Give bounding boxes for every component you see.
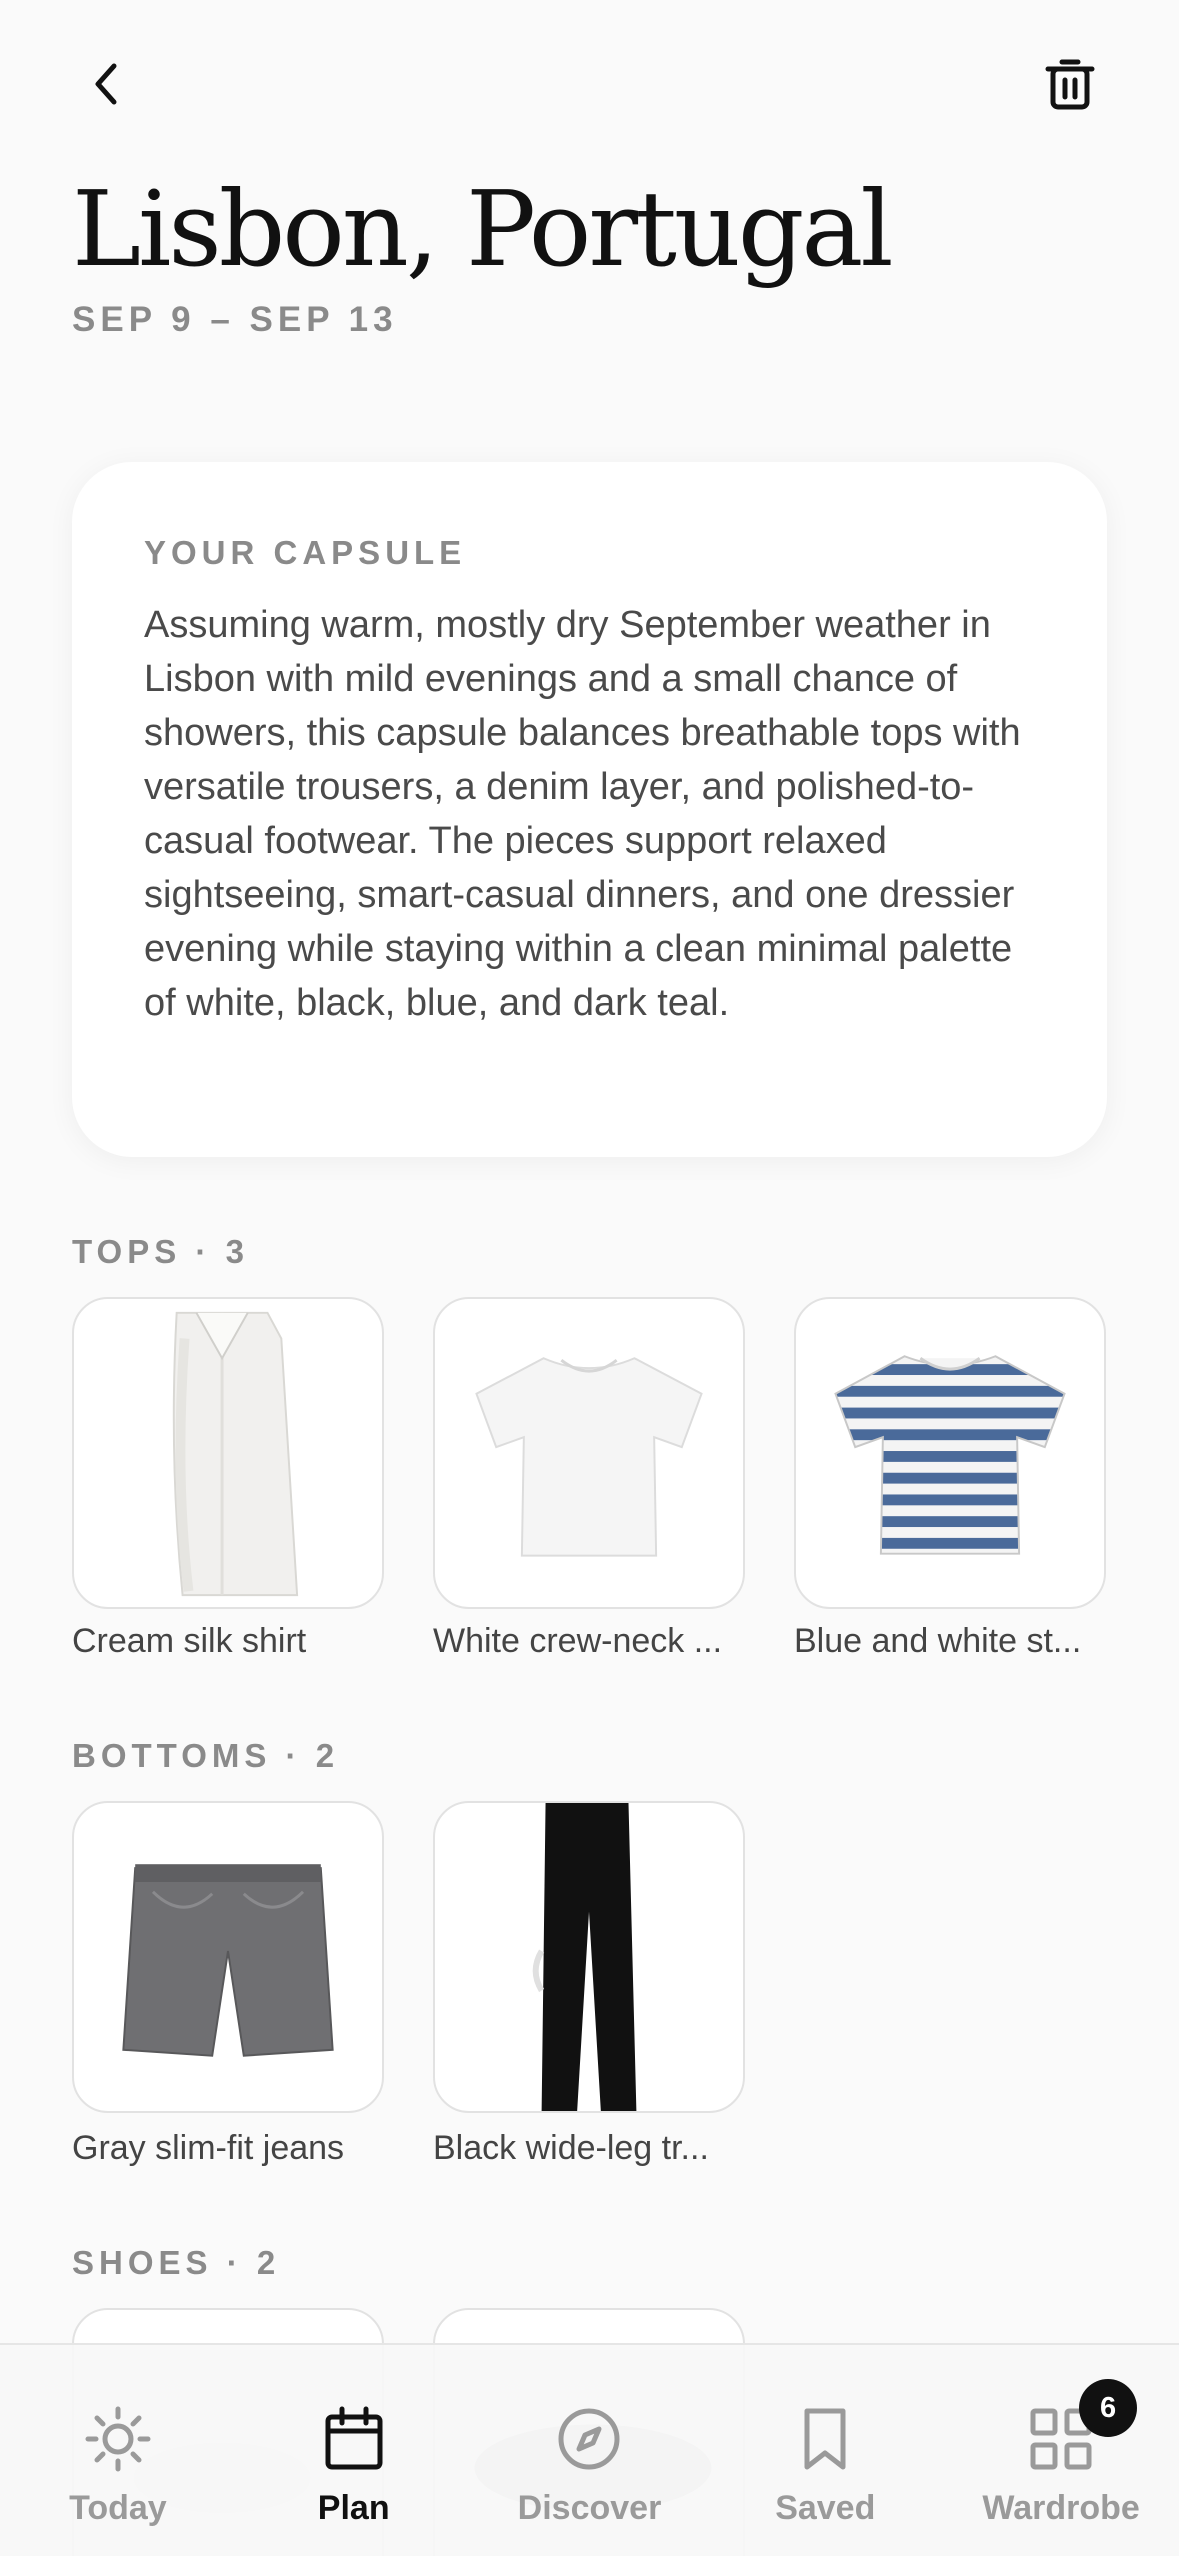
calendar-icon [318, 2403, 390, 2475]
item-tile-black-wide-leg[interactable] [433, 1801, 745, 2113]
trip-dates: SEP 9 – SEP 13 [72, 300, 398, 339]
tops-heading: TOPS · 3 [72, 1233, 249, 1270]
shirt-image [74, 1299, 382, 1607]
tab-today[interactable] [0, 2345, 236, 2556]
item-label: Black wide-leg tr... [433, 2129, 709, 2167]
sun-icon [82, 2403, 154, 2475]
capsule-card [72, 462, 1107, 1157]
tshirt-image [435, 1299, 743, 1607]
wardrobe-count-badge: 6 [1079, 2379, 1137, 2437]
bottoms-heading: BOTTOMS · 2 [72, 1737, 340, 1774]
shoes-heading: SHOES · 2 [72, 2244, 281, 2281]
tab-bar [0, 2343, 1179, 2556]
tab-label: Plan [317, 2489, 390, 2527]
capsule-description: Assuming warm, mostly dry September weather in Lisbon with mild evenings and a small chance of showers, this capsule balances breathable tops with versatile trousers, a denim layer, and polished-to-casual footwear. The pieces support relaxed sightseeing, smart-casual dinners, and one dressier evening while staying within a clean minimal palette of white, black, blue, and dark teal. [144, 604, 1021, 1024]
item-tile-gray-jeans[interactable] [72, 1801, 384, 2113]
bookmark-icon [789, 2403, 861, 2475]
item-label: White crew-neck ... [433, 1622, 723, 1660]
compass-icon [553, 2403, 625, 2475]
item-tile-cream-silk-shirt[interactable] [72, 1297, 384, 1609]
item-label: Blue and white st... [794, 1622, 1082, 1660]
delete-trip-button[interactable] [1022, 36, 1118, 132]
striped-tshirt-image [796, 1299, 1104, 1607]
tab-wardrobe[interactable] [943, 2345, 1179, 2556]
item-tile-blue-white-striped[interactable] [794, 1297, 1106, 1609]
tab-label: Discover [517, 2489, 662, 2527]
tab-label: Today [69, 2489, 167, 2527]
tab-saved[interactable] [707, 2345, 943, 2556]
chevron-left-icon [84, 60, 132, 108]
capsule-heading: YOUR CAPSULE [144, 534, 467, 571]
trousers-image [435, 1803, 743, 2111]
tab-label: Wardrobe [982, 2489, 1140, 2527]
tab-plan[interactable] [236, 2345, 472, 2556]
item-label: Cream silk shirt [72, 1622, 307, 1660]
jeans-shorts-image [74, 1803, 382, 2111]
tab-discover[interactable] [472, 2345, 708, 2556]
item-label: Gray slim-fit jeans [72, 2129, 345, 2167]
item-tile-white-crew-neck[interactable] [433, 1297, 745, 1609]
trash-icon [1044, 56, 1096, 112]
tab-label: Saved [775, 2489, 876, 2527]
trip-title: Lisbon, Portugal [72, 168, 891, 290]
back-button[interactable] [60, 36, 156, 132]
